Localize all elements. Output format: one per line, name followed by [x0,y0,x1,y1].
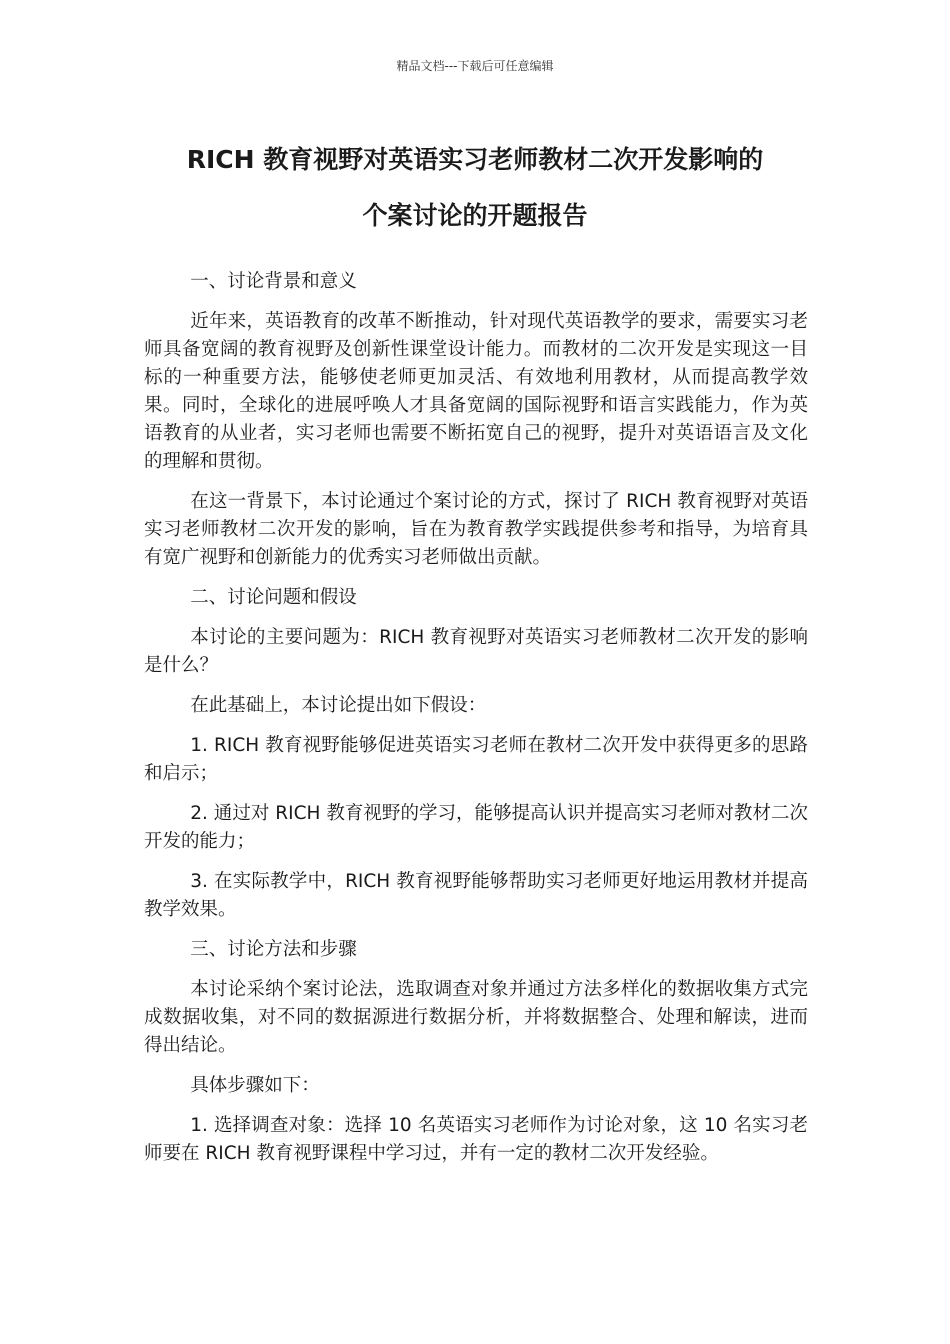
document-title [130,132,820,244]
paragraph-hypothesis-intro: 在此基础上，本讨论提出如下假设： [190,695,487,716]
paragraph-steps-intro: 具体步骤如下： [190,1075,320,1096]
paragraph-methods: 本讨论采纳个案讨论法，选取调查对象并通过方法多样化的数据收集方式完成数据收集，对不同的数据源进行数据分析，并将数据整合、处理和解读，进而得出结论。 [144,979,808,1056]
hypothesis-item-1: 1. RICH 教育视野能够促进英语实习老师在教材二次开发中获得更多的思路和启示； [144,735,808,784]
section-heading-questions: 二、讨论问题和假设 [190,587,357,608]
step-item-1: 1. 选择调查对象：选择 10 名英语实习老师作为讨论对象，这 10 名实习老师要在 RICH 教育视野课程中学习过，并有一定的教材二次开发经验。 [144,1115,808,1164]
title-line-1: RICH 教育视野对英语实习老师教材二次开发影响的 [186,145,764,174]
paragraph-context: 在这一背景下，本讨论通过个案讨论的方式，探讨了 RICH 教育视野对英语实习老师教材二次开发的影响，旨在为教育教学实践提供参考和指导，为培育具有宽广视野和创新能力的优秀实习老师做出贡献。 [144,491,808,568]
hypothesis-item-3: 3. 在实际教学中，RICH 教育视野能够帮助实习老师更好地运用教材并提高教学效果。 [144,871,808,920]
title-line-2: 个案讨论的开题报告 [362,201,588,230]
section-heading-methods: 三、讨论方法和步骤 [190,939,357,960]
document-body [144,268,808,1180]
paragraph-main-question: 本讨论的主要问题为：RICH 教育视野对英语实习老师教材二次开发的影响是什么？ [144,627,808,676]
header-note: 精品文档---下载后可任意编辑 [396,59,554,73]
section-heading-background: 一、讨论背景和意义 [190,271,357,292]
paragraph-background: 近年来，英语教育的改革不断推动，针对现代英语教学的要求，需要实习老师具备宽阔的教育视野及创新性课堂设计能力。而教材的二次开发是实现这一目标的一种重要方法，能够使老师更加灵活、有效地利用教材，从而提高教学效果。同时，全球化的进展呼唤人才具备宽阔的国际视野和语言实践能力，作为英语教育的从业者，实习老师也需要不断拓宽自己的视野，提升对英语语言及文化的理解和贯彻。 [144,311,808,472]
hypothesis-item-2: 2. 通过对 RICH 教育视野的学习，能够提高认识并提高实习老师对教材二次开发的能力； [144,803,808,852]
